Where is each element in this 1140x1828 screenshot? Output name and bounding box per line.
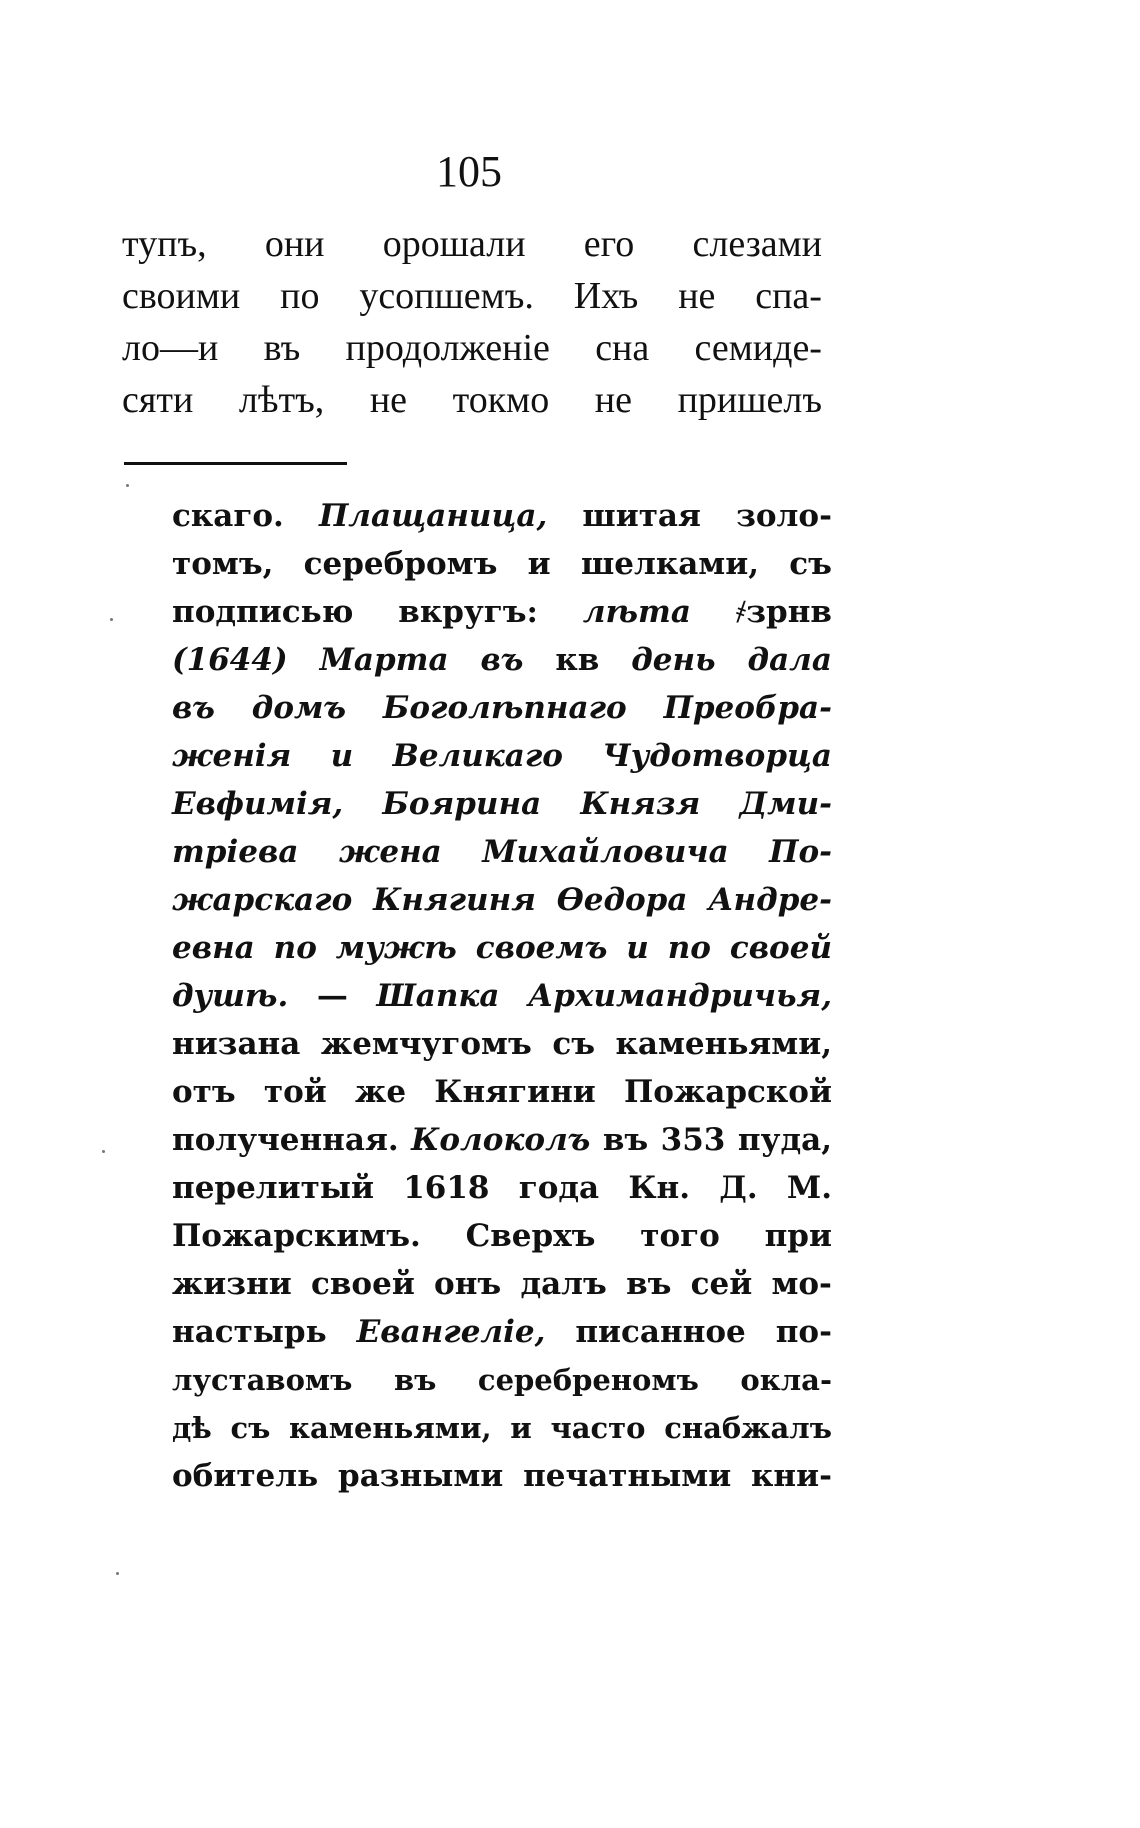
footnote-word: каменьями, <box>289 1411 492 1445</box>
footnote-word: Княгини <box>434 1074 596 1110</box>
main-text-line <box>122 374 822 426</box>
footnote-word: писанное <box>575 1314 746 1350</box>
footnote-word: Евангеліе, <box>356 1314 546 1350</box>
main-word: по <box>280 275 320 317</box>
footnote-word: Боярина <box>382 786 542 822</box>
main-word: сяти <box>122 379 194 421</box>
footnote-word: Пожарской <box>624 1074 832 1110</box>
footnote-line <box>172 588 832 636</box>
main-text-line <box>122 218 822 270</box>
main-word: семиде- <box>694 327 822 369</box>
footnote-word: женія <box>172 738 292 774</box>
footnote-word: Князя <box>580 786 701 822</box>
footnote-word: въ <box>172 690 215 726</box>
main-word: не <box>678 275 716 317</box>
footnote-word: скаго. <box>172 498 284 534</box>
footnote-word: серебромъ <box>303 546 498 582</box>
footnote-word: подписью <box>172 594 354 630</box>
scan-speck <box>102 1150 105 1153</box>
footnote-word: тріева <box>172 834 299 870</box>
footnote-line <box>172 1068 832 1116</box>
footnote-word: Кн. <box>628 1170 691 1206</box>
footnote-line <box>172 540 832 588</box>
footnote-word: Евфимія, <box>172 786 344 822</box>
footnote-word: по <box>667 930 711 966</box>
footnote-word: луставомъ <box>172 1363 353 1397</box>
footnote-word: онъ <box>434 1266 502 1302</box>
footnote-word: жизни <box>172 1266 292 1302</box>
footnote-word: По- <box>769 834 832 870</box>
main-text <box>122 218 822 426</box>
footnote-word: при <box>764 1218 832 1254</box>
footnote-word: евна <box>172 930 255 966</box>
footnote-word: Шапка <box>376 978 500 1014</box>
footnote-word: и <box>626 930 649 966</box>
footnote-line <box>172 876 832 924</box>
main-word: орошали <box>382 223 526 265</box>
footnote-line <box>172 1452 832 1500</box>
footnote-line <box>172 828 832 876</box>
footnote-line <box>172 1212 832 1260</box>
footnote-line <box>172 1260 832 1308</box>
footnote-word: снабжалъ <box>664 1411 832 1445</box>
footnote-word: Андре- <box>708 882 832 918</box>
footnote-word: Марта <box>319 642 449 678</box>
footnote-word: серебреномъ <box>477 1363 699 1397</box>
footnote-word: той <box>263 1074 327 1110</box>
footnote-word: (1644) <box>172 642 288 678</box>
footnote-line <box>172 732 832 780</box>
footnote-word: ҂зрнв <box>735 594 832 630</box>
footnote-word: своей <box>311 1266 415 1302</box>
main-word: пришелъ <box>677 379 822 421</box>
footnote-word: Княгиня <box>373 882 536 918</box>
footnote-line <box>172 684 832 732</box>
footnote-word: же <box>355 1074 407 1110</box>
main-word: Ихъ <box>573 275 639 317</box>
footnote-word: съ <box>230 1411 271 1445</box>
main-word: слезами <box>692 223 822 265</box>
footnote-word: мо- <box>771 1266 832 1302</box>
footnote-word: по- <box>775 1314 832 1350</box>
footnote-line <box>172 1020 832 1068</box>
footnote-word: печатными <box>523 1458 732 1494</box>
footnote-word: перелитый <box>172 1170 374 1206</box>
footnote-word: М. <box>786 1170 832 1206</box>
footnote-line <box>172 924 832 972</box>
footnote-word: окла- <box>740 1363 832 1397</box>
footnote-word: того <box>640 1218 720 1254</box>
footnote-line <box>172 492 832 540</box>
main-word: продолженіе <box>345 327 550 369</box>
footnote-word: шелками, <box>580 546 760 582</box>
footnote-divider <box>124 462 347 465</box>
footnote-word: дала <box>747 642 832 678</box>
footnote-word: кв <box>555 642 600 678</box>
page-number: 105 <box>436 147 502 196</box>
footnote-word: Преобра- <box>663 690 832 726</box>
footnote-word: жена <box>338 834 442 870</box>
footnote-word: кни- <box>751 1458 832 1494</box>
main-word: своими <box>122 275 241 317</box>
footnote-word: лѣта <box>582 594 691 630</box>
main-word: спа- <box>755 275 822 317</box>
footnote-word: каменьями, <box>615 1026 832 1062</box>
footnote-line <box>172 1308 832 1356</box>
footnote-word: Колоколъ <box>411 1122 591 1158</box>
footnote-word: далъ <box>520 1266 607 1302</box>
main-word: въ <box>263 327 301 369</box>
footnote-word: Михайловича <box>482 834 729 870</box>
main-word: сна <box>595 327 650 369</box>
main-word: его <box>583 223 635 265</box>
footnote-word: — <box>316 978 348 1014</box>
footnote-word: жарскаго <box>172 882 353 918</box>
footnote-word: Чудотворца <box>602 738 832 774</box>
footnote-word: въ <box>602 1122 649 1158</box>
footnote-word: сей <box>690 1266 753 1302</box>
footnote-word: Пожарскимъ. <box>172 1218 421 1254</box>
footnote-word: Плащаница, <box>319 498 548 534</box>
footnote-line <box>172 972 832 1020</box>
footnote-word: обитель <box>172 1458 319 1494</box>
footnote-word: настырь <box>172 1314 327 1350</box>
footnote-word: года <box>518 1170 600 1206</box>
footnote-line <box>172 636 832 684</box>
footnote-text <box>172 492 832 1500</box>
main-text-line <box>122 270 822 322</box>
footnote-word: и <box>527 546 551 582</box>
footnote-line <box>172 1356 832 1404</box>
main-word: тупъ, <box>122 223 207 265</box>
footnote-line <box>172 780 832 828</box>
footnote-word: Сверхъ <box>465 1218 596 1254</box>
footnote-word: Дми- <box>739 786 832 822</box>
footnote-word: 353 <box>660 1122 726 1158</box>
footnote-word: въ <box>480 642 524 678</box>
footnote-word: Д. <box>719 1170 758 1206</box>
footnote-line <box>172 1404 832 1452</box>
footnote-word: душѣ. <box>172 978 289 1014</box>
footnote-word: Боголѣпнаго <box>382 690 627 726</box>
scan-speck <box>116 1572 119 1575</box>
footnote-word: домъ <box>251 690 347 726</box>
footnote-word: золо- <box>736 498 832 534</box>
footnote-word: пуда, <box>737 1122 832 1158</box>
footnote-word: съ <box>789 546 832 582</box>
footnote-word: часто <box>550 1411 646 1445</box>
footnote-word: своемъ <box>475 930 608 966</box>
footnote-word: томъ, <box>172 546 274 582</box>
footnote-line <box>172 1116 832 1164</box>
footnote-word: разными <box>338 1458 504 1494</box>
main-word: не <box>594 379 632 421</box>
footnote-word: въ <box>393 1363 437 1397</box>
footnote-word: и <box>510 1411 532 1445</box>
footnote-word: низана <box>172 1026 301 1062</box>
footnote-word: вкругъ: <box>398 594 538 630</box>
footnote-word: день <box>631 642 716 678</box>
footnote-word: Архимандричья, <box>528 978 832 1014</box>
footnote-word: своей <box>729 930 832 966</box>
footnote-word: и <box>330 738 354 774</box>
main-word: ло—и <box>122 327 219 369</box>
scan-speck <box>126 484 129 487</box>
main-word: лѣтъ, <box>238 379 325 421</box>
footnote-word: по <box>273 930 317 966</box>
footnote-word: шитая <box>582 498 701 534</box>
footnote-word: въ <box>626 1266 672 1302</box>
footnote-word: отъ <box>172 1074 236 1110</box>
scan-speck <box>110 618 113 621</box>
main-text-line <box>122 322 822 374</box>
main-word: усопшемъ. <box>359 275 534 317</box>
main-word: не <box>369 379 408 421</box>
footnote-word: мужѣ <box>335 930 457 966</box>
main-word: они <box>264 223 325 265</box>
footnote-word: дѣ <box>172 1411 212 1445</box>
footnote-word: Великаго <box>392 738 563 774</box>
footnote-word: съ <box>552 1026 595 1062</box>
footnote-word: жемчугомъ <box>320 1026 532 1062</box>
footnote-word: Ѳедора <box>556 882 688 918</box>
footnote-word: полученная. <box>172 1122 399 1158</box>
footnote-word: 1618 <box>403 1170 490 1206</box>
footnote-line <box>172 1164 832 1212</box>
main-word: токмо <box>452 379 550 421</box>
